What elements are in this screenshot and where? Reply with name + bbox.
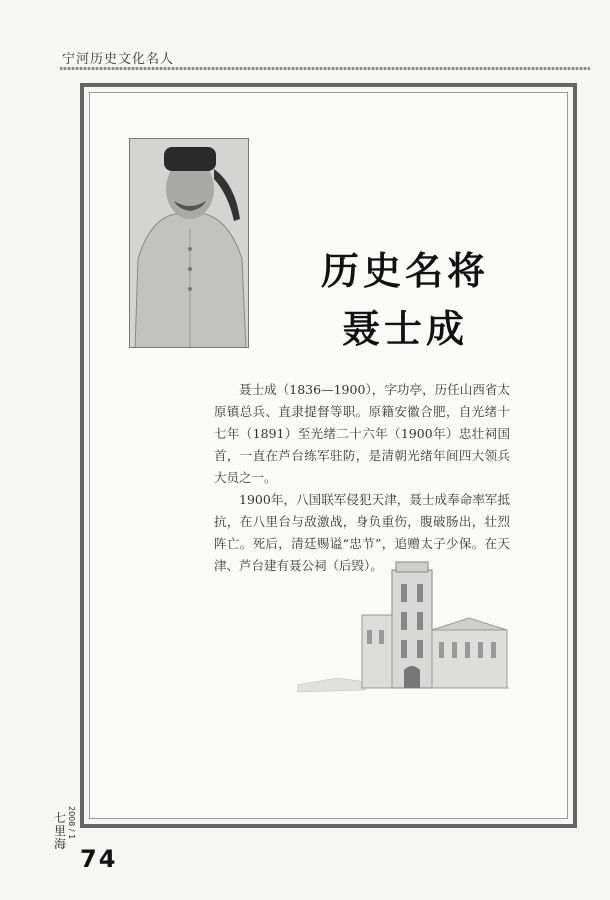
article-title [300,242,510,358]
article-body [214,379,510,577]
page-number: 74 [80,845,118,873]
paragraph-2: 1900年，八国联军侵犯天津，聂士成奉命率军抵抗，在八里台与敌激战，身负重伤，腹破肠出，壮烈阵亡。死后，清廷赐谥“忠节”，追赠太子少保。在天津、芦台建有聂公祠（后毁）。 [214,492,510,573]
memorial-building-illustration [297,560,509,700]
issue-label: 2008 / 1 [67,806,76,840]
article-title-line1: 历史名将 [320,248,489,293]
article-title-line2: 聂士成 [341,306,468,351]
running-header: 宁河历史文化名人 [62,52,175,67]
portrait-photo [129,138,249,348]
magazine-name: 七里海 [53,811,66,851]
header-rule [60,67,590,70]
paragraph-1: 聂士成（1836—1900），字功亭，历任山西省太原镇总兵、直隶提督等职。原籍安徽合肥，自光绪十七年（1891）至光绪二十六年（1900年）忠壮祠国首，一直在芦台练军驻防，是清朝光绪年间四大领兵大员之一。 [214,382,510,485]
